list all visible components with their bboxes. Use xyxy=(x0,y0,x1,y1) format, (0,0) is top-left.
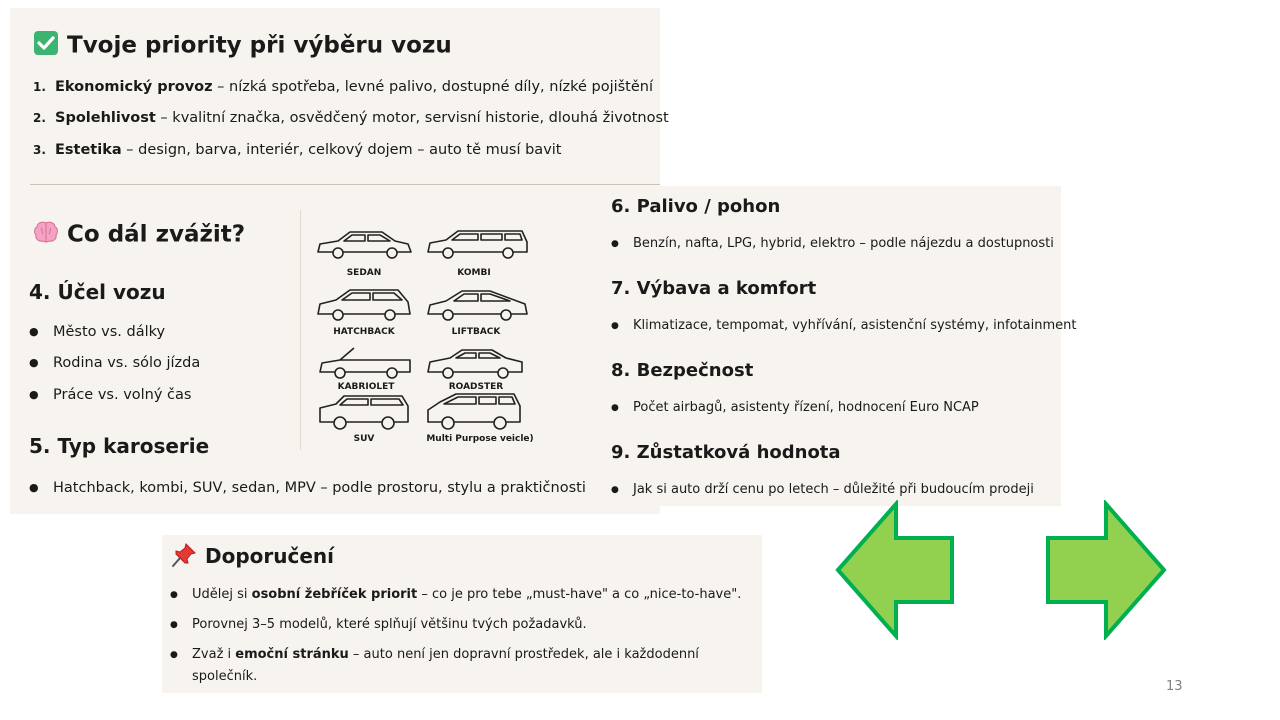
car-label: SEDAN xyxy=(346,268,382,278)
consider-heading xyxy=(33,220,245,250)
priority-item: 1. Ekonomický provoz – nízká spotřeba, levné palivo, dostupné díly, nízké pojištění xyxy=(33,79,654,95)
body-type-heading: 5. Typ karoserie xyxy=(29,434,210,458)
fuel-heading: 6. Palivo / pohon xyxy=(611,196,781,217)
page-number: 13 xyxy=(1166,679,1183,694)
residual-value-heading: 9. Zůstatková hodnota xyxy=(611,442,841,463)
brain-icon xyxy=(33,220,59,250)
car-label: Multi Purpose veicle) xyxy=(426,434,534,444)
car-label: LIFTBACK xyxy=(451,327,501,337)
section-divider xyxy=(30,184,660,185)
roadster-car-icon xyxy=(428,350,522,378)
check-mark-icon xyxy=(33,30,59,62)
car-label: KABRIOLET xyxy=(337,382,395,392)
list-item: ● Jak si auto drží cenu po letech – důležité při budoucím prodeji xyxy=(611,482,1034,497)
pushpin-icon xyxy=(171,542,197,573)
safety-heading: 8. Bezpečnost xyxy=(611,360,754,381)
suv-car-icon xyxy=(320,396,408,429)
column-divider xyxy=(300,210,301,450)
list-item: ● Hatchback, kombi, SUV, sedan, MPV – podle prostoru, stylu a praktičnosti xyxy=(29,480,586,496)
recommendation-title: Doporučení xyxy=(205,544,335,568)
recommendation-heading xyxy=(171,542,334,573)
car-label: ROADSTER xyxy=(448,382,504,392)
list-item: ● Práce vs. volný čas xyxy=(29,387,192,403)
sedan-car-icon xyxy=(318,232,411,258)
list-item: ● Porovnej 3–5 modelů, které splňují většinu tvých požadavků. xyxy=(170,617,587,632)
list-item-continuation: společník. xyxy=(192,669,258,684)
liftback-car-icon xyxy=(428,291,527,320)
kombi-car-icon xyxy=(428,231,527,258)
list-item: ● Klimatizace, tempomat, vyhřívání, asistenční systémy, infotainment xyxy=(611,318,1077,333)
previous-arrow-button[interactable] xyxy=(834,500,958,640)
priority-item: 3. Estetika – design, barva, interiér, celkový dojem – auto tě musí bavit xyxy=(33,142,562,158)
arrow-left-icon xyxy=(838,504,952,636)
next-arrow-button[interactable] xyxy=(1044,500,1168,640)
list-item: ● Benzín, nafta, LPG, hybrid, elektro – podle nájezdu a dostupnosti xyxy=(611,236,1054,251)
list-item: ● Rodina vs. sólo jízda xyxy=(29,355,201,371)
priorities-title: Tvoje priority při výběru vozu xyxy=(67,32,452,59)
priorities-heading xyxy=(33,30,452,62)
mpv-car-icon xyxy=(428,394,520,429)
kabriolet-car-icon xyxy=(320,348,410,378)
purpose-heading: 4. Účel vozu xyxy=(29,280,166,304)
list-item: ● Počet airbagů, asistenty řízení, hodnocení Euro NCAP xyxy=(611,400,979,415)
car-label: KOMBI xyxy=(457,268,491,278)
car-label: SUV xyxy=(353,434,375,444)
car-label: HATCHBACK xyxy=(333,327,395,337)
hatchback-car-icon xyxy=(318,290,410,320)
priority-item: 2. Spolehlivost – kvalitní značka, osvědčený motor, servisní historie, dlouhá životnost xyxy=(33,110,669,126)
list-item: ● Udělej si osobní žebříček priorit – co je pro tebe „must-have" a co „nice-to-have". xyxy=(170,587,742,602)
consider-title: Co dál zvážit? xyxy=(67,221,246,248)
arrow-right-icon xyxy=(1048,504,1164,636)
list-item: ● Město vs. dálky xyxy=(29,324,166,340)
list-item: ● Zvaž i emoční stránku – auto není jen dopravní prostředek, ale i každodenní xyxy=(170,647,699,662)
equipment-heading: 7. Výbava a komfort xyxy=(611,278,817,299)
